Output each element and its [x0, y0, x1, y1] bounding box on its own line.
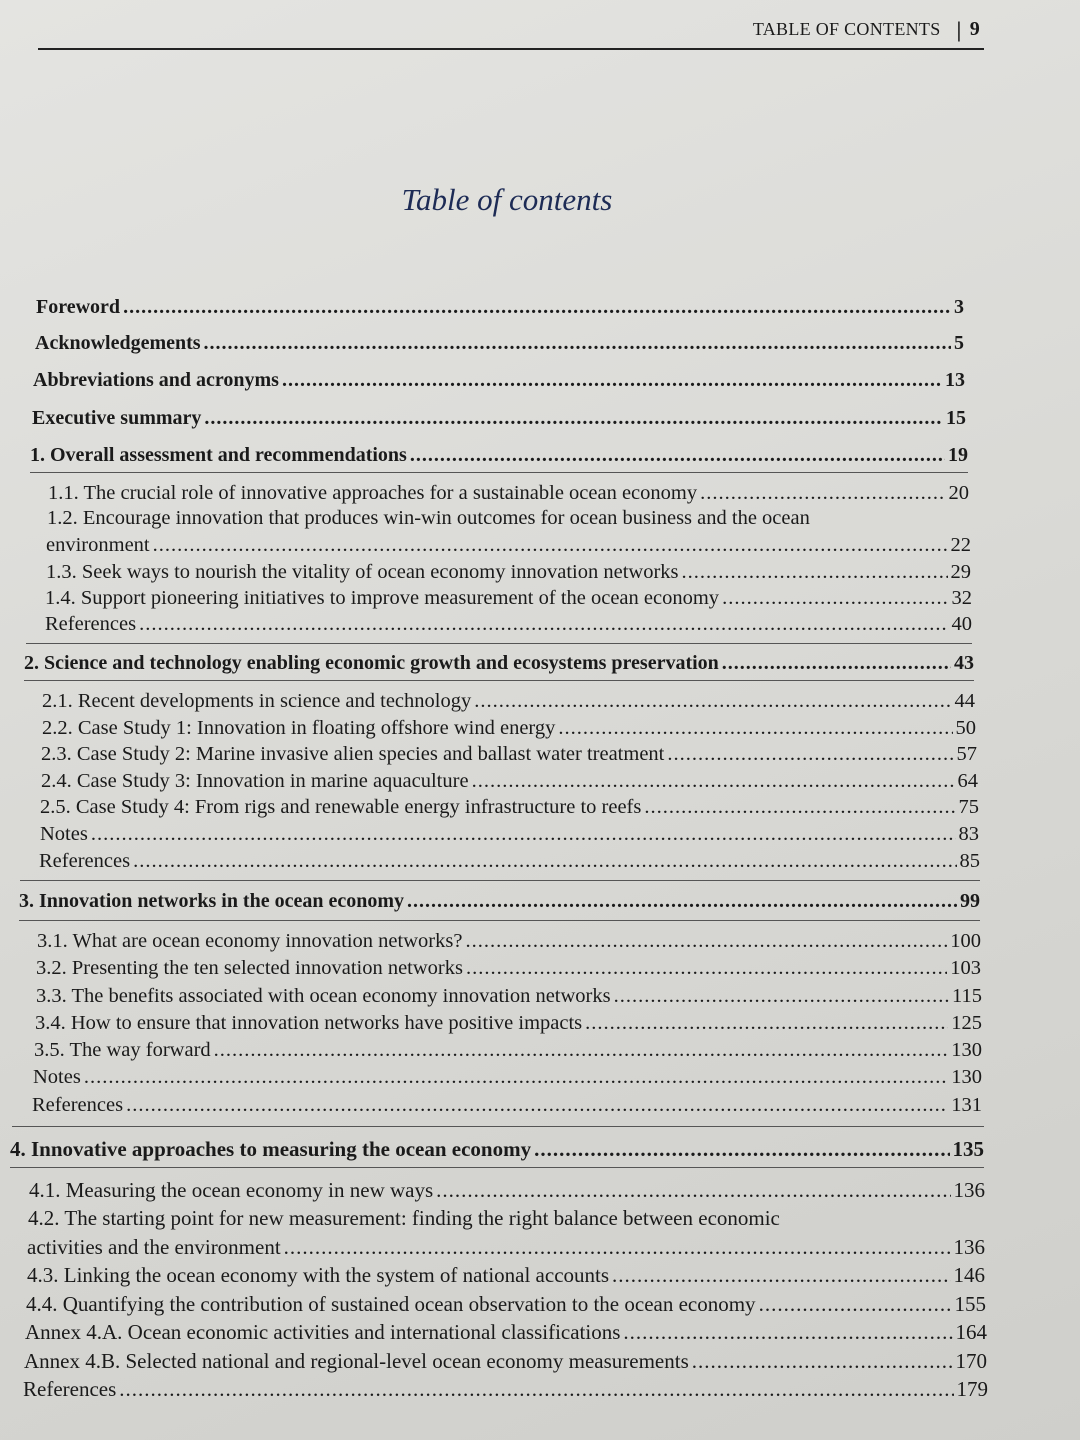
toc-references-3[interactable] [32, 1094, 982, 1117]
toc-entry-page: 40 [951, 613, 972, 635]
toc-entry-page: 100 [950, 930, 981, 952]
toc-entry-page: 15 [946, 407, 966, 429]
toc-entry-title: 3.5. The way forward [34, 1039, 211, 1061]
page-title: Table of contents [401, 182, 613, 217]
toc-entry-title: 4.4. Quantifying the contribution of sustained ocean observation to the ocean economy [26, 1292, 756, 1316]
toc-section-3-2[interactable] [36, 957, 981, 980]
running-header-section: TABLE OF CONTENTS [752, 19, 941, 39]
toc-entry-page: 32 [951, 587, 972, 609]
dot-leader [700, 482, 945, 505]
chapter-divider [20, 880, 980, 881]
toc-entry-title: 2.3. Case Study 2: Marine invasive alien species and ballast water treatment [41, 743, 665, 765]
toc-entry-page: 146 [953, 1263, 985, 1287]
chapter-divider [24, 680, 974, 681]
running-header-page-number: 9 [969, 18, 980, 40]
toc-entry-page: 64 [957, 770, 978, 792]
dot-leader [119, 1377, 953, 1402]
chapter-divider [10, 1167, 984, 1168]
toc-entry-page: 130 [951, 1066, 982, 1088]
toc-entry-abbreviations[interactable] [33, 369, 965, 392]
toc-entry-page: 125 [951, 1012, 982, 1034]
toc-entry-foreword[interactable] [36, 296, 964, 319]
toc-entry-title: 3.3. The benefits associated with ocean economy innovation networks [36, 985, 611, 1007]
toc-entry-page: 103 [950, 957, 981, 979]
dot-leader [204, 332, 951, 355]
toc-section-4-1[interactable] [29, 1178, 985, 1203]
toc-entry-title: 2. Science and technology enabling economic growth and ecosystems preservation [24, 652, 719, 674]
toc-entry-title: Acknowledgements [35, 332, 201, 354]
chapter-divider [26, 643, 972, 644]
toc-section-2-3[interactable] [41, 743, 977, 766]
toc-entry-title: 4. Innovative approaches to measuring the ocean economy [10, 1137, 532, 1161]
toc-entry-title: Annex 4.B. Selected national and regional-level ocean economy measurements [24, 1349, 689, 1373]
dot-leader [614, 985, 949, 1008]
dot-leader [612, 1263, 950, 1288]
toc-entry-title: 2.1. Recent developments in science and technology [42, 690, 472, 712]
toc-entry-title: 1.3. Seek ways to nourish the vitality of ocean economy innovation networks [46, 561, 679, 583]
toc-entry-title: References [32, 1094, 124, 1116]
dot-leader [91, 823, 956, 846]
dot-leader [644, 796, 955, 819]
toc-entry-page: 115 [952, 985, 982, 1007]
toc-section-2-1[interactable] [42, 690, 975, 713]
toc-section-3-1[interactable] [37, 930, 981, 953]
toc-entry-title: Annex 4.A. Ocean economic activities and international classifications [25, 1320, 621, 1344]
toc-section-2-5[interactable] [40, 796, 979, 819]
toc-entry-page: 20 [948, 482, 969, 504]
toc-entry-page: 85 [959, 850, 980, 872]
dot-leader [284, 1235, 951, 1260]
toc-entry-title: environment [46, 534, 150, 556]
toc-entry-title: 2.5. Case Study 4: From rigs and renewable energy infrastructure to reefs [40, 796, 642, 818]
chapter-divider [19, 920, 980, 921]
dot-leader [474, 690, 951, 713]
toc-entry-title: Foreword [36, 296, 121, 318]
toc-chapter-3[interactable] [19, 890, 980, 913]
dot-leader [722, 587, 948, 610]
dot-leader [759, 1292, 952, 1317]
toc-entry-page: 135 [952, 1137, 984, 1161]
dot-leader [465, 930, 947, 953]
toc-entry-page: 155 [954, 1292, 986, 1316]
dot-leader [692, 1349, 953, 1374]
toc-entry-page: 99 [960, 890, 980, 912]
dot-leader [407, 890, 957, 913]
dot-leader [204, 407, 943, 430]
toc-entry-title: References [45, 613, 137, 635]
toc-entry-title: References [23, 1377, 117, 1401]
dot-leader [436, 1178, 950, 1203]
dot-leader [722, 652, 951, 675]
toc-entry-page: 43 [954, 652, 974, 674]
toc-entry-page: 5 [954, 332, 964, 354]
toc-entry-page: 170 [955, 1349, 987, 1373]
toc-section-2-4[interactable] [41, 770, 978, 793]
toc-entry-title: 3.2. Presenting the ten selected innovation networks [36, 957, 463, 979]
toc-section-4-4[interactable] [26, 1292, 986, 1317]
toc-entry-page: 19 [948, 444, 968, 466]
toc-entry-page: 57 [956, 743, 977, 765]
toc-entry-page: 179 [956, 1377, 988, 1401]
toc-entry-page: 131 [951, 1094, 982, 1116]
toc-entry-page: 3 [954, 296, 964, 318]
dot-leader [126, 1094, 948, 1117]
toc-entry-acknowledgements[interactable] [35, 332, 964, 355]
toc-annex-4a[interactable] [25, 1320, 987, 1345]
toc-entry-title: 1.4. Support pioneering initiatives to improve measurement of the ocean economy [45, 587, 720, 609]
toc-entry-page: 130 [951, 1039, 982, 1061]
toc-section-1-4[interactable] [45, 587, 972, 610]
toc-notes-2[interactable] [40, 823, 979, 846]
toc-entry-page: 83 [958, 823, 979, 845]
toc-chapter-1[interactable] [30, 444, 968, 467]
toc-references-2[interactable] [39, 850, 980, 873]
chapter-divider [30, 472, 968, 473]
dot-leader [282, 369, 942, 392]
toc-annex-4b[interactable] [24, 1349, 987, 1374]
toc-entry-title: 2.4. Case Study 3: Innovation in marine aquaculture [41, 770, 469, 792]
dot-leader [534, 1137, 949, 1162]
toc-entry-title: Notes [33, 1066, 81, 1088]
toc-entry-page: 44 [954, 690, 975, 712]
toc-entry-title: References [39, 850, 131, 872]
dot-leader [139, 613, 948, 636]
dot-leader [123, 296, 951, 319]
toc-entry-title: 3.4. How to ensure that innovation networks have positive impacts [35, 1012, 583, 1034]
toc-section-1-2-line1[interactable]: 1.2. Encourage innovation that produces win-win outcomes for ocean business and the ocean [47, 507, 810, 529]
toc-chapter-4[interactable] [10, 1137, 984, 1162]
toc-section-3-5[interactable] [34, 1039, 982, 1062]
toc-notes-3[interactable] [33, 1066, 982, 1089]
toc-section-1-1[interactable] [48, 482, 969, 505]
dot-leader [472, 770, 955, 793]
toc-entry-page: 136 [953, 1178, 985, 1202]
dot-leader [466, 957, 947, 980]
toc-section-3-3[interactable] [36, 985, 982, 1008]
toc-section-4-3[interactable] [27, 1263, 985, 1288]
toc-entry-page: 164 [955, 1320, 987, 1344]
toc-section-3-4[interactable] [35, 1012, 982, 1035]
toc-entry-page: 29 [950, 561, 971, 583]
toc-entry-page: 136 [953, 1235, 985, 1259]
toc-section-4-2-line1[interactable]: 4.2. The starting point for new measurement: finding the right balance between economic [28, 1206, 780, 1230]
toc-entry-title: 4.1. Measuring the ocean economy in new ways [29, 1178, 434, 1202]
toc-entry-title: activities and the environment [27, 1235, 281, 1259]
toc-section-1-2[interactable] [46, 534, 971, 557]
dot-leader [84, 1066, 948, 1089]
chapter-divider [12, 1126, 984, 1127]
dot-leader [558, 717, 952, 740]
toc-references-4[interactable] [23, 1377, 988, 1402]
toc-entry-title: 3.1. What are ocean economy innovation networks? [37, 930, 463, 952]
dot-leader [410, 444, 945, 467]
toc-entry-page: 75 [958, 796, 979, 818]
toc-section-1-3[interactable] [46, 561, 971, 584]
toc-entry-title: Abbreviations and acronyms [33, 369, 279, 391]
toc-entry-title: 4.3. Linking the ocean economy with the system of national accounts [27, 1263, 610, 1287]
dot-leader [133, 850, 956, 873]
running-header-separator: | [956, 16, 962, 42]
dot-leader [585, 1012, 948, 1035]
toc-entry-title: 2.2. Case Study 1: Innovation in floating offshore wind energy [42, 717, 556, 739]
dot-leader [682, 561, 948, 584]
toc-entry-page: 22 [950, 534, 971, 556]
toc-chapter-2[interactable] [24, 652, 974, 675]
dot-leader [214, 1039, 949, 1062]
toc-entry-title: 1. Overall assessment and recommendations [30, 444, 407, 466]
toc-entry-executive-summary[interactable] [32, 407, 966, 430]
toc-entry-title: Notes [40, 823, 88, 845]
toc-references-1[interactable] [45, 613, 972, 636]
toc-entry-page: 13 [945, 369, 965, 391]
toc-entry-page: 50 [955, 717, 976, 739]
toc-entry-title: Executive summary [32, 407, 202, 429]
toc-section-2-2[interactable] [42, 717, 976, 740]
dot-leader [667, 743, 953, 766]
dot-leader [153, 534, 948, 557]
toc-entry-title: 1.1. The crucial role of innovative approaches for a sustainable ocean economy [48, 482, 698, 504]
toc-section-4-2[interactable] [27, 1235, 985, 1260]
toc-entry-title: 3. Innovation networks in the ocean economy [19, 890, 405, 912]
dot-leader [623, 1320, 952, 1345]
